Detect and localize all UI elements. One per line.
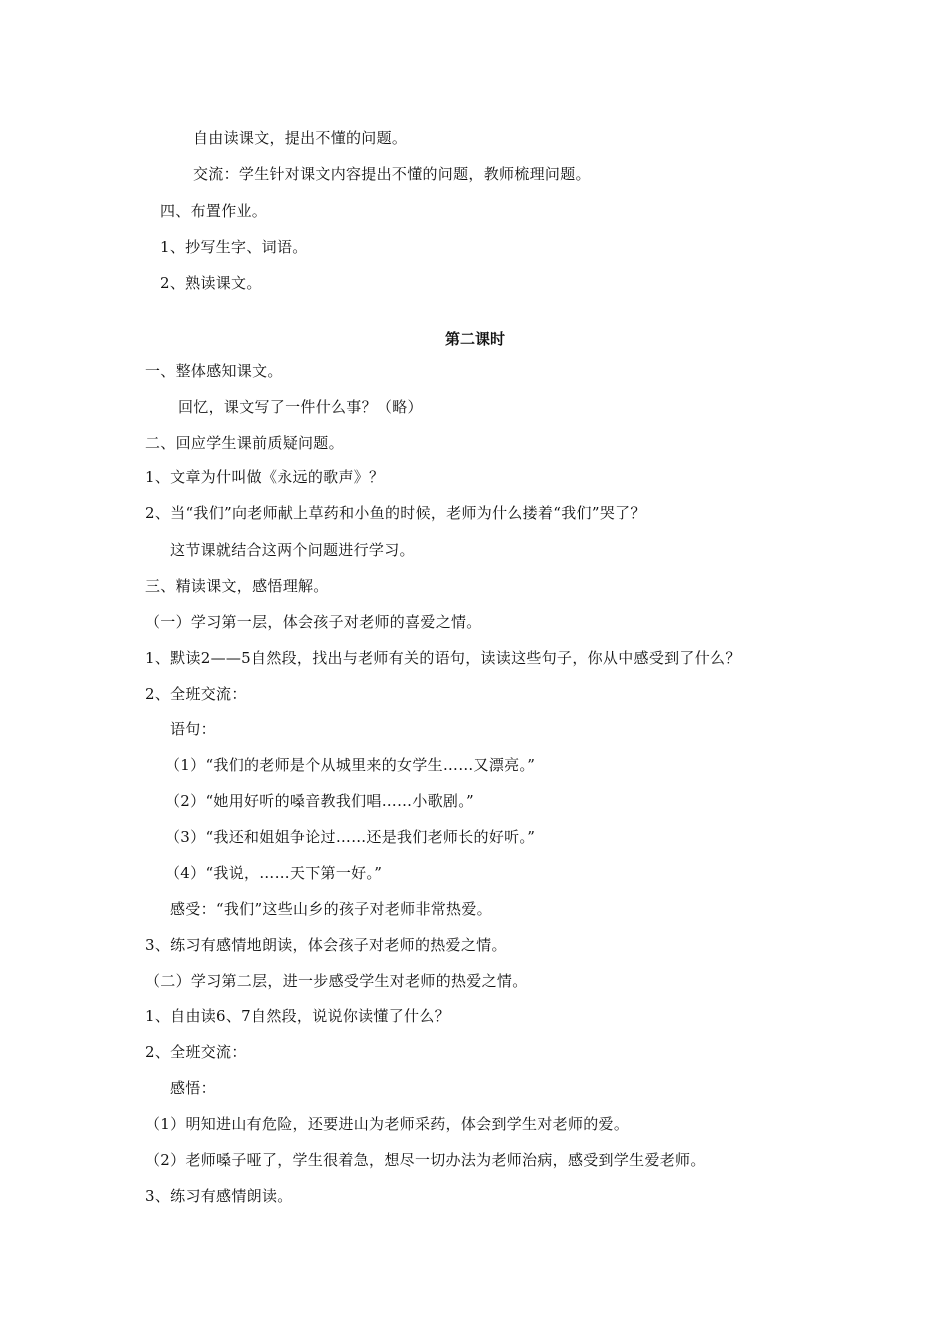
text-line: 2、熟读课文。 [160, 274, 262, 292]
text-line: 感受：“我们”这些山乡的孩子对老师非常热爱。 [170, 900, 492, 918]
text-line: 1、文章为什叫做《永远的歌声》？ [145, 468, 385, 486]
text-line: （4）“我说，……天下第一好。” [165, 864, 383, 882]
text-line: 回忆，课文写了一件什么事？（略） [178, 398, 423, 416]
text-line: 1、默读2——5自然段，找出与老师有关的语句，读读这些句子，你从中感受到了什么？ [145, 649, 741, 667]
text-line: 二、回应学生课前质疑问题。 [145, 434, 344, 452]
text-line: 这节课就结合这两个问题进行学习。 [170, 541, 415, 559]
section-heading: 第二课时 [444, 330, 505, 348]
text-line: 三、精读课文，感悟理解。 [145, 577, 329, 595]
text-line: 2、全班交流： [145, 685, 247, 703]
text-line: 一、整体感知课文。 [145, 362, 283, 380]
text-line: 3、练习有感情朗读。 [145, 1187, 293, 1205]
text-line: 1、自由读6、7自然段，说说你读懂了什么？ [145, 1007, 450, 1025]
text-line: 1、抄写生字、词语。 [160, 238, 308, 256]
text-line: （1）“我们的老师是个从城里来的女学生……又漂亮。” [165, 756, 536, 774]
text-line: （2）“她用好听的嗓音教我们唱……小歌剧。” [165, 792, 474, 810]
text-line: 感悟： [170, 1079, 216, 1097]
text-line: （1）明知进山有危险，还要进山为老师采药，体会到学生对老师的爱。 [145, 1115, 630, 1133]
text-line: 2、当“我们”向老师献上草药和小鱼的时候，老师为什么搂着“我们”哭了？ [145, 504, 646, 522]
text-line: （2）老师嗓子哑了，学生很着急，想尽一切办法为老师治病，感受到学生爱老师。 [145, 1151, 706, 1169]
text-line: （3）“我还和姐姐争论过……还是我们老师长的好听。” [165, 828, 536, 846]
text-line: （二）学习第二层，进一步感受学生对老师的热爱之情。 [145, 972, 528, 990]
text-line: 交流：学生针对课文内容提出不懂的问题，教师梳理问题。 [193, 165, 591, 183]
text-line: 四、布置作业。 [160, 202, 268, 220]
text-line: （一）学习第一层，体会孩子对老师的喜爱之情。 [145, 613, 482, 631]
text-line: 语句： [170, 720, 216, 738]
text-line: 3、练习有感情地朗读，体会孩子对老师的热爱之情。 [145, 936, 507, 954]
text-line: 自由读课文，提出不懂的问题。 [193, 129, 408, 147]
text-line: 2、全班交流： [145, 1043, 247, 1061]
